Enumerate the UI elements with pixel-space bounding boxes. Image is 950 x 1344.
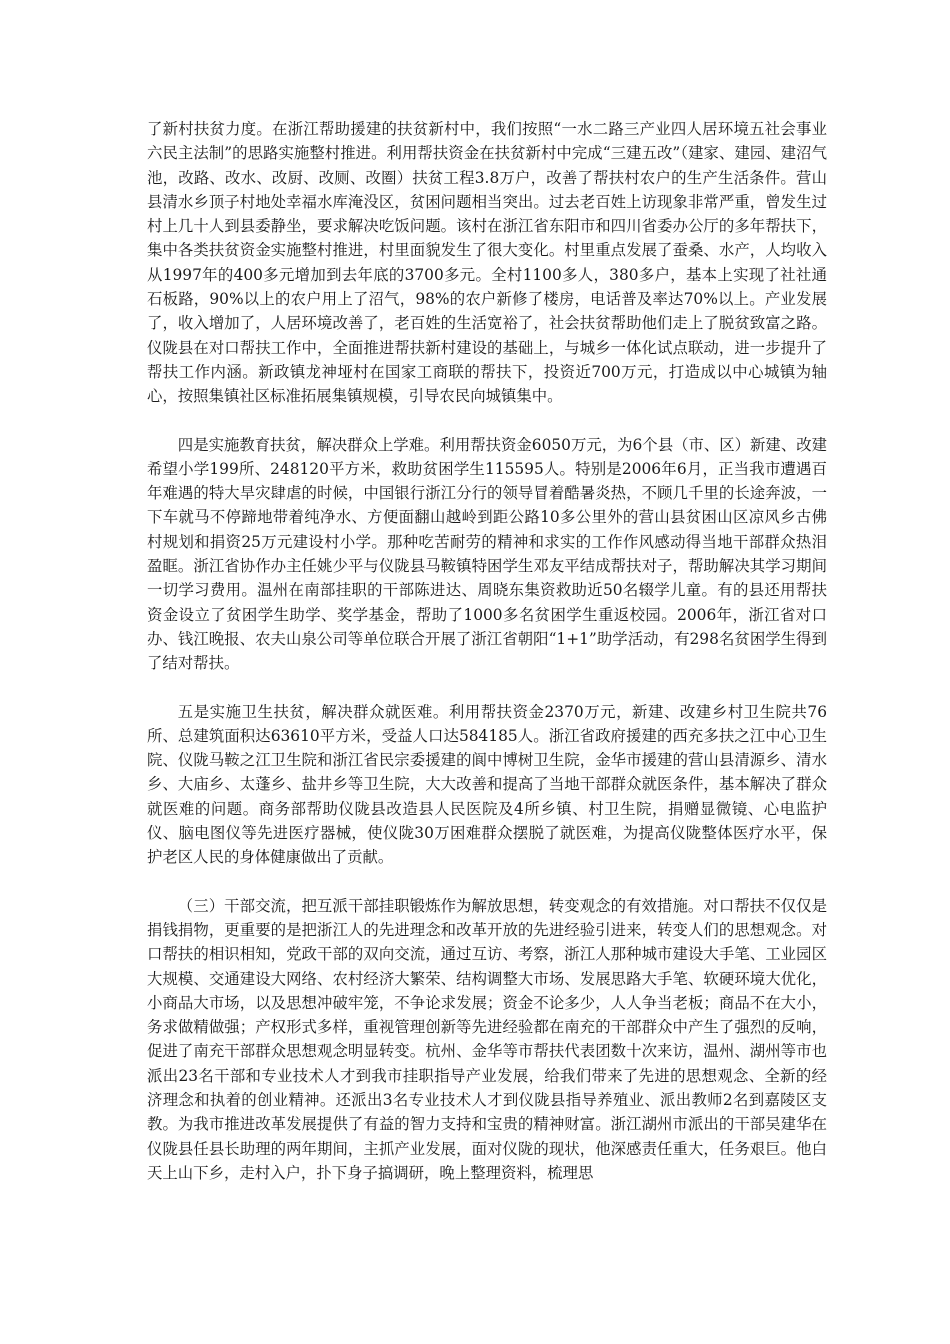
paragraph-education-aid: 四是实施教育扶贫，解决群众上学难。利用帮扶资金6050万元，为6个县（市、区）新建、改建希望小学199所、248120平方米，救助贫困学生115595人。特别是2006年6月，正当我市遭遇百年难遇的特大旱灾肆虐的时候，中国银行浙江分行的领导冒着酷暑炎热，不顾几千里的长途奔波，一下车就马不停蹄地带着纯净水、方便面翻山越岭到距公路10多公里外的营山县贫困山区凉风乡古佛村规划和捐资25万元建设村小学。那种吃苦耐劳的精神和求实的工作作风感动得当地干部群众热泪盈眶。浙江省协作办主任姚少平与仪陇县马鞍镇特困学生邓友平结成帮扶对子，帮助解决其学习期间一切学习费用。温州在南部挂职的干部陈进达、周晓东集资救助近50名辍学儿童。有的县还用帮扶资金设立了贫困学生助学、奖学基金，帮助了1000多名贫困学生重返校园。2006年，浙江省对口办、钱江晚报、农夫山泉公司等单位联合开展了浙江省朝阳“1+1”助学活动，有298名贫困学生得到了结对帮扶。: [147, 435, 827, 673]
paragraph-cadre-exchange: （三）干部交流，把互派干部挂职锻炼作为解放思想，转变观念的有效措施。对口帮扶不仅仅是捐钱捐物，更重要的是把浙江人的先进理念和改革开放的先进经验引进来，转变人们的思想观念。对口帮扶的相识相知，党政干部的双向交流，通过互访、考察，浙江人那种城市建设大手笔、工业园区大规模、交通建设大网络、农村经济大繁荣、结构调整大市场、发展思路大手笔、软硬环境大优化，小商品大市场，以及思想冲破牢笼，不争论求发展；资金不论多少，人人争当老板；商品不在大小，务求做精做强；产权形式多样，重视管理创新等先进经验都在南充的干部群众中产生了强烈的反响，促进了南充干部群众思想观念明显转变。杭州、金华等市帮扶代表团数十次来访，温州、湖州等市也派出23名干部和专业技术人才到我市挂职指导产业发展，给我们带来了先进的思想观念、全新的经济理念和执着的创业精神。还派出3名专业技术人才到仪陇县指导养殖业、派出教师2名到嘉陵区支教。为我市推进改革发展提供了有益的智力支持和宝贵的精神财富。浙江湖州市派出的干部吴建华在仪陇县任县长助理的两年期间，主抓产业发展，面对仪陇的现状，他深感责任重大，任务艰巨。他白天上山下乡，走村入户，扑下身子搞调研，晚上整理资料，梳理思: [147, 896, 827, 1182]
paragraph-health-aid: 五是实施卫生扶贫，解决群众就医难。利用帮扶资金2370万元，新建、改建乡村卫生院共76所、总建筑面积达63610平方米，受益人口达584185人。浙江省政府援建的西充多扶之江中心卫生院、仪陇马鞍之江卫生院和浙江省民宗委援建的阆中博树卫生院，金华市援建的营山县清源乡、清水乡、大庙乡、太蓬乡、盐井乡等卫生院，大大改善和提高了当地干部群众就医条件，基本解决了群众就医难的问题。商务部帮助仪陇县改造县人民医院及4所乡镇、村卫生院，捐赠显微镜、心电监护仪、脑电图仪等先进医疗器械，使仪陇30万困难群众摆脱了就医难，为提高仪陇整体医疗水平，保护老区人民的身体健康做出了贡献。: [147, 702, 827, 867]
paragraph-gap: [147, 409, 827, 433]
document-body: [147, 117, 827, 1185]
paragraph-gap: [147, 870, 827, 894]
paragraph-gap: [147, 676, 827, 700]
paragraph-new-village-support: 了新村扶贫力度。在浙江帮助援建的扶贫新村中，我们按照“一水二路三产业四人居环境五社会事业六民主法制”的思路实施整村推进。利用帮扶资金在扶贫新村中完成“三建五改”（建家、建园、建沼气池，改路、改水、改厨、改厕、改圈）扶贫工程3.8万户，改善了帮扶村农户的生产生活条件。营山县清水乡顶子村地处幸福水库淹没区，贫困问题相当突出。过去老百姓上访现象非常严重，曾发生过村上几十人到县委静坐，要求解决吃饭问题。该村在浙江省东阳市和四川省委办公厅的多年帮扶下，集中各类扶贫资金实施整村推进，村里面貌发生了很大变化。村里重点发展了蚕桑、水产，人均收入从1997年的400多元增加到去年底的3700多元。全村1100多人，380多户，基本上实现了社社通石板路，90%以上的农户用上了沼气，98%的农户新修了楼房，电话普及率达70%以上。产业发展了，收入增加了，人居环境改善了，老百姓的生活宽裕了，社会扶贫帮助他们走上了脱贫致富之路。仪陇县在对口帮扶工作中，全面推进帮扶新村建设的基础上，与城乡一体化试点联动，进一步提升了帮扶工作内涵。新政镇龙神垭村在国家工商联的帮扶下，投资近700万元，打造成以中心城镇为轴心，按照集镇社区标准拓展集镇规模，引导农民向城镇集中。: [147, 120, 827, 406]
